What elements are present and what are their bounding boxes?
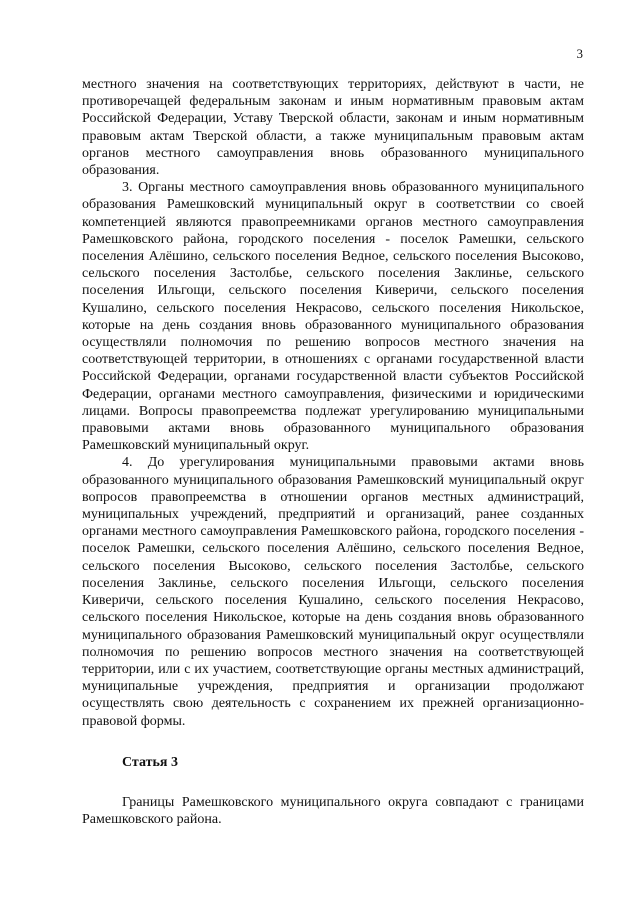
page-number: 3 [576,46,583,61]
paragraph-item-3: 3. Органы местного самоуправления вновь образованного муниципального образования Рамешковский муниципальный округ в соответствии со своей компетенцией являются правопреемниками органов местного самоуправления Рамешковского района, городского поселения - поселок Рамешки, сельского поселения Алёшино, сельского поселения Ведное, сельского поселения Высоково, сельского поселения Застолбье, сельского поселения Заклинье, сельского поселения Ильгощи, сельского поселения Киверичи, сельского поселения Кушалино, сельского поселения Некрасово, сельского поселения Никольское, которые на день создания вновь образованного муниципального образования осуществляли полномочия по решению вопросов местного значения на соответствующей территории, в отношениях с органами государственной власти Российской Федерации, органами государственной власти субъектов Российской Федерации, органами местного самоуправления, физическими и юридическими лицами. Вопросы правопреемства подлежат урегулированию муниципальными правовыми актами вновь образованного муниципального образования Рамешковский муниципальный округ. [82,180,584,454]
paragraph-item-4: 4. До урегулирования муниципальными правовыми актами вновь образованного муниципального образования Рамешковский муниципальный округ вопросов правопреемства в отношении органов местных администраций, муниципальных учреждений, предприятий и организаций, ранее созданных органами местного самоуправления Рамешковского района, городского поселения - поселок Рамешки, сельского поселения Алёшино, сельского поселения Ведное, сельского поселения Высоково, сельского поселения Застолбье, сельского поселения Заклинье, сельского поселения Ильгощи, сельского поселения Киверичи, сельского поселения Кушалино, сельского поселения Некрасово, сельского поселения Никольское, которые на день создания вновь образованного муниципального образования Рамешковский муниципальный округ осуществляли полномочия по решению вопросов местного значения на соответствующей территории, или с их участием, соответствующие органы местных администраций, муниципальные учреждения, предприятия и организации продолжают осуществлять свою деятельность с сохранением их прежней организационно-правовой формы. [82,455,584,729]
document-body [82,76,584,828]
article-heading: Статья 3 [122,754,178,770]
paragraph-continuation: местного значения на соответствующих территориях, действуют в части, не противоречащей федеральным законам и иным нормативным правовым актам Российской Федерации, Уставу Тверской области, законам и иным нормативным правовым актам Тверской области, а также муниципальным правовым актам органов местного самоуправления вновь образованного муниципального образования. [82,77,584,179]
paragraph-article-3: Границы Рамешковского муниципального округа совпадают с границами Рамешковского района. [82,794,584,828]
